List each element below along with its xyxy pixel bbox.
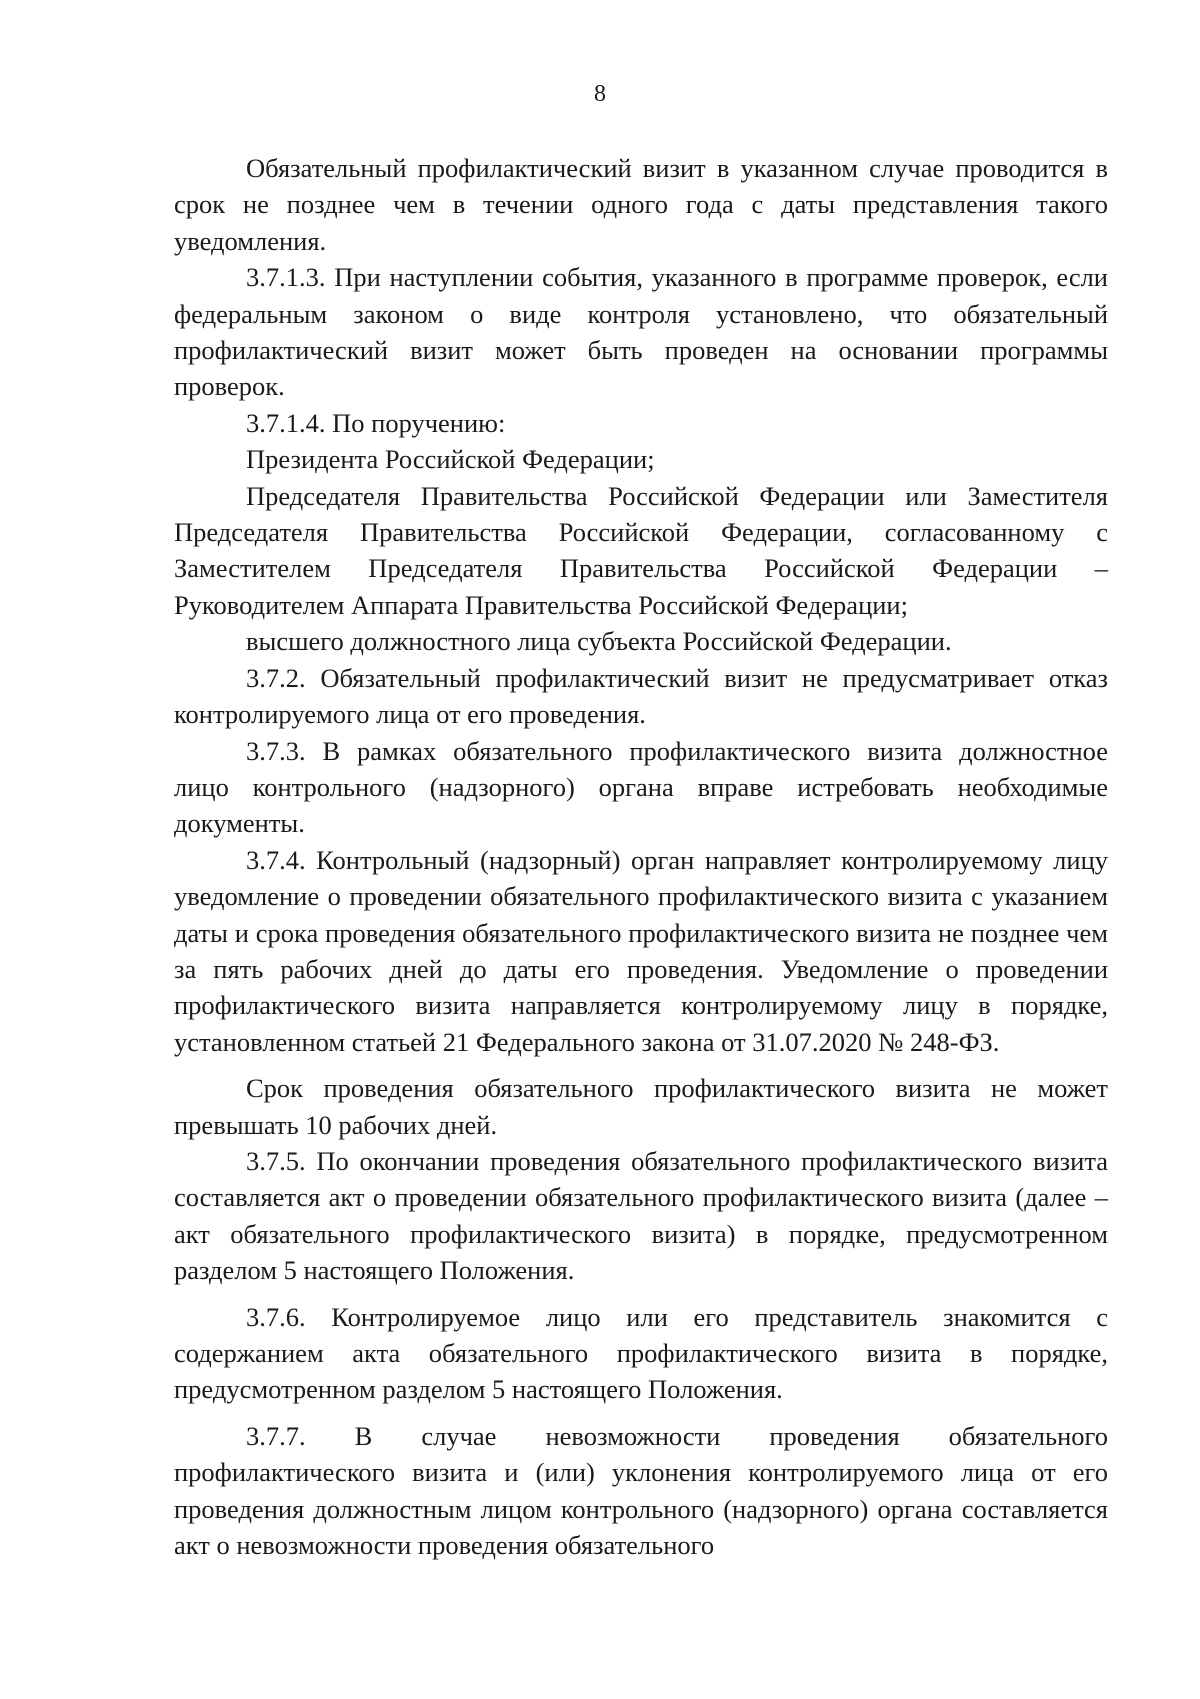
paragraph-visit-deadline: Обязательный профилактический визит в указанном случае проводится в срок не позднее чем в течении одного года с даты представления такого уведомления. [174,153,1108,256]
paragraph-3-7-5: 3.7.5. По окончании проведения обязательного профилактического визита составляется акт о проведении обязательного профилактического визита (далее – акт обязательного профилактического визита) в порядке, предусмотренном разделом 5 настоящего Положения. [174,1145,1108,1286]
paragraph-3-7-1-4: 3.7.1.4. По поручению: [246,407,506,438]
paragraph-government-chairman: Председателя Правительства Российской Федерации или Заместителя Председателя Правительства Российской Федерации, согласованному с Заместителем Председателя Правительства Российской Федерации – Руководителем Аппарата Правительства Российской Федерации; [174,480,1108,620]
paragraph-3-7-3: 3.7.3. В рамках обязательного профилактического визита должностное лицо контрольного (надзорного) органа вправе истребовать необходимые документы. [174,735,1108,839]
paragraph-3-7-2: 3.7.2. Обязательный профилактический визит не предусматривает отказ контролируемого лица от его проведения. [174,662,1108,730]
paragraph-3-7-6: 3.7.6. Контролируемое лицо или его представитель знакомится с содержанием акта обязательного профилактического визита в порядке, предусмотренном разделом 5 настоящего Положения. [174,1301,1108,1405]
document-body [174,150,1108,1563]
page-number: 8 [594,81,606,107]
paragraph-3-7-7: 3.7.7. В случае невозможности проведения обязательного профилактического визита и (или) уклонения контролируемого лица от его проведения должностным лицом контрольного (надзорного) органа составляется акт о невозможности проведения обязательного [174,1420,1108,1561]
paragraph-president: Президента Российской Федерации; [246,444,655,475]
paragraph-3-7-4: 3.7.4. Контрольный (надзорный) орган направляет контролируемому лицу уведомление о проведении обязательного профилактического визита с указанием даты и срока проведения обязательного профилактического визита не позднее чем за пять рабочих дней до даты его проведения. Уведомление о проведении профилактического визита направляется контролируемому лицу в порядке, установленном статьей 21 Федерального закона от 31.07.2020 № 248-ФЗ. [174,844,1108,1057]
paragraph-3-7-1-3: 3.7.1.3. При наступлении события, указанного в программе проверок, если федеральным законом о виде контроля установлено, что обязательный профилактический визит может быть проведен на основании программы проверок. [174,262,1108,402]
paragraph-regional-official: высшего должностного лица субъекта Российской Федерации. [246,626,952,657]
paragraph-visit-duration: Срок проведения обязательного профилактического визита не может превышать 10 рабочих дней. [174,1073,1108,1140]
